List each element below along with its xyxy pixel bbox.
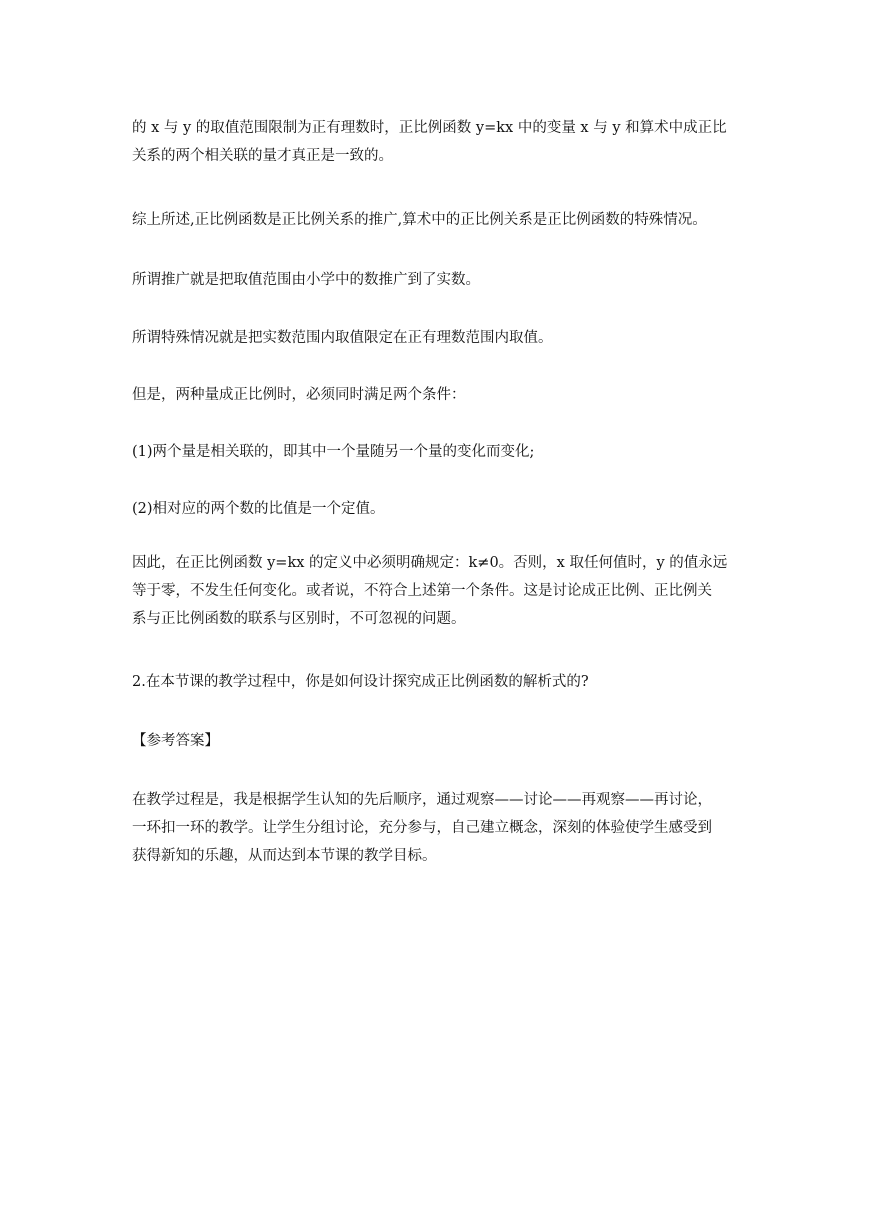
text-line: 系与正比例函数的联系与区别时，不可忽视的问题。 (132, 611, 466, 627)
paragraph-answer (132, 786, 744, 870)
paragraph-special-case (132, 324, 744, 352)
text-line: 等于零，不发生任何变化。或者说，不符合上述第一个条件。这是讨论成正比例、正比例关 (132, 583, 712, 599)
text-line: 所谓推广就是把取值范围由小学中的数推广到了实数。 (132, 272, 480, 288)
text-line: 获得新知的乐趣，从而达到本节课的教学目标。 (132, 848, 437, 864)
text-line: 一环扣一环的教学。让学生分组讨论，充分参与，自己建立概念，深刻的体验使学生感受到 (132, 820, 712, 836)
text-line: (1)两个量是相关联的，即其中一个量随另一个量的变化而变化; (132, 444, 535, 460)
reference-answer-label (132, 727, 744, 755)
text-line: 综上所述,正比例函数是正比例关系的推广,算术中的正比例关系是正比例函数的特殊情况。 (132, 212, 707, 228)
text-line: 所谓特殊情况就是把实数范围内取值限定在正有理数范围内取值。 (132, 330, 553, 346)
text-line: 在教学过程是，我是根据学生认知的先后顺序，通过观察——讨论——再观察——再讨论， (132, 792, 712, 808)
paragraph-intro-continuation (132, 114, 744, 170)
text-line: 2.在本节课的教学过程中，你是如何设计探究成正比例函数的解析式的? (132, 674, 589, 690)
text-line: 因此，在正比例函数 y=kx 的定义中必须明确规定：k≠0。否则，x 取任何值时，y 的值永远 (132, 555, 728, 571)
text-line: 关系的两个相关联的量才真正是一致的。 (132, 148, 393, 164)
paragraph-question-2 (132, 668, 744, 696)
paragraph-conditions-intro (132, 381, 744, 409)
paragraph-summary (132, 206, 744, 234)
text-line: 但是，两种量成正比例时，必须同时满足两个条件： (132, 387, 466, 403)
text-line: 【参考答案】 (132, 733, 219, 749)
text-line: (2)相对应的两个数的比值是一个定值。 (132, 501, 385, 517)
paragraph-condition-1 (132, 438, 744, 466)
paragraph-condition-2 (132, 495, 744, 523)
text-line: 的 x 与 y 的取值范围限制为正有理数时，正比例函数 y=kx 中的变量 x 与 y 和算术中成正比 (132, 120, 727, 136)
paragraph-generalization (132, 266, 744, 294)
paragraph-therefore (132, 549, 744, 633)
